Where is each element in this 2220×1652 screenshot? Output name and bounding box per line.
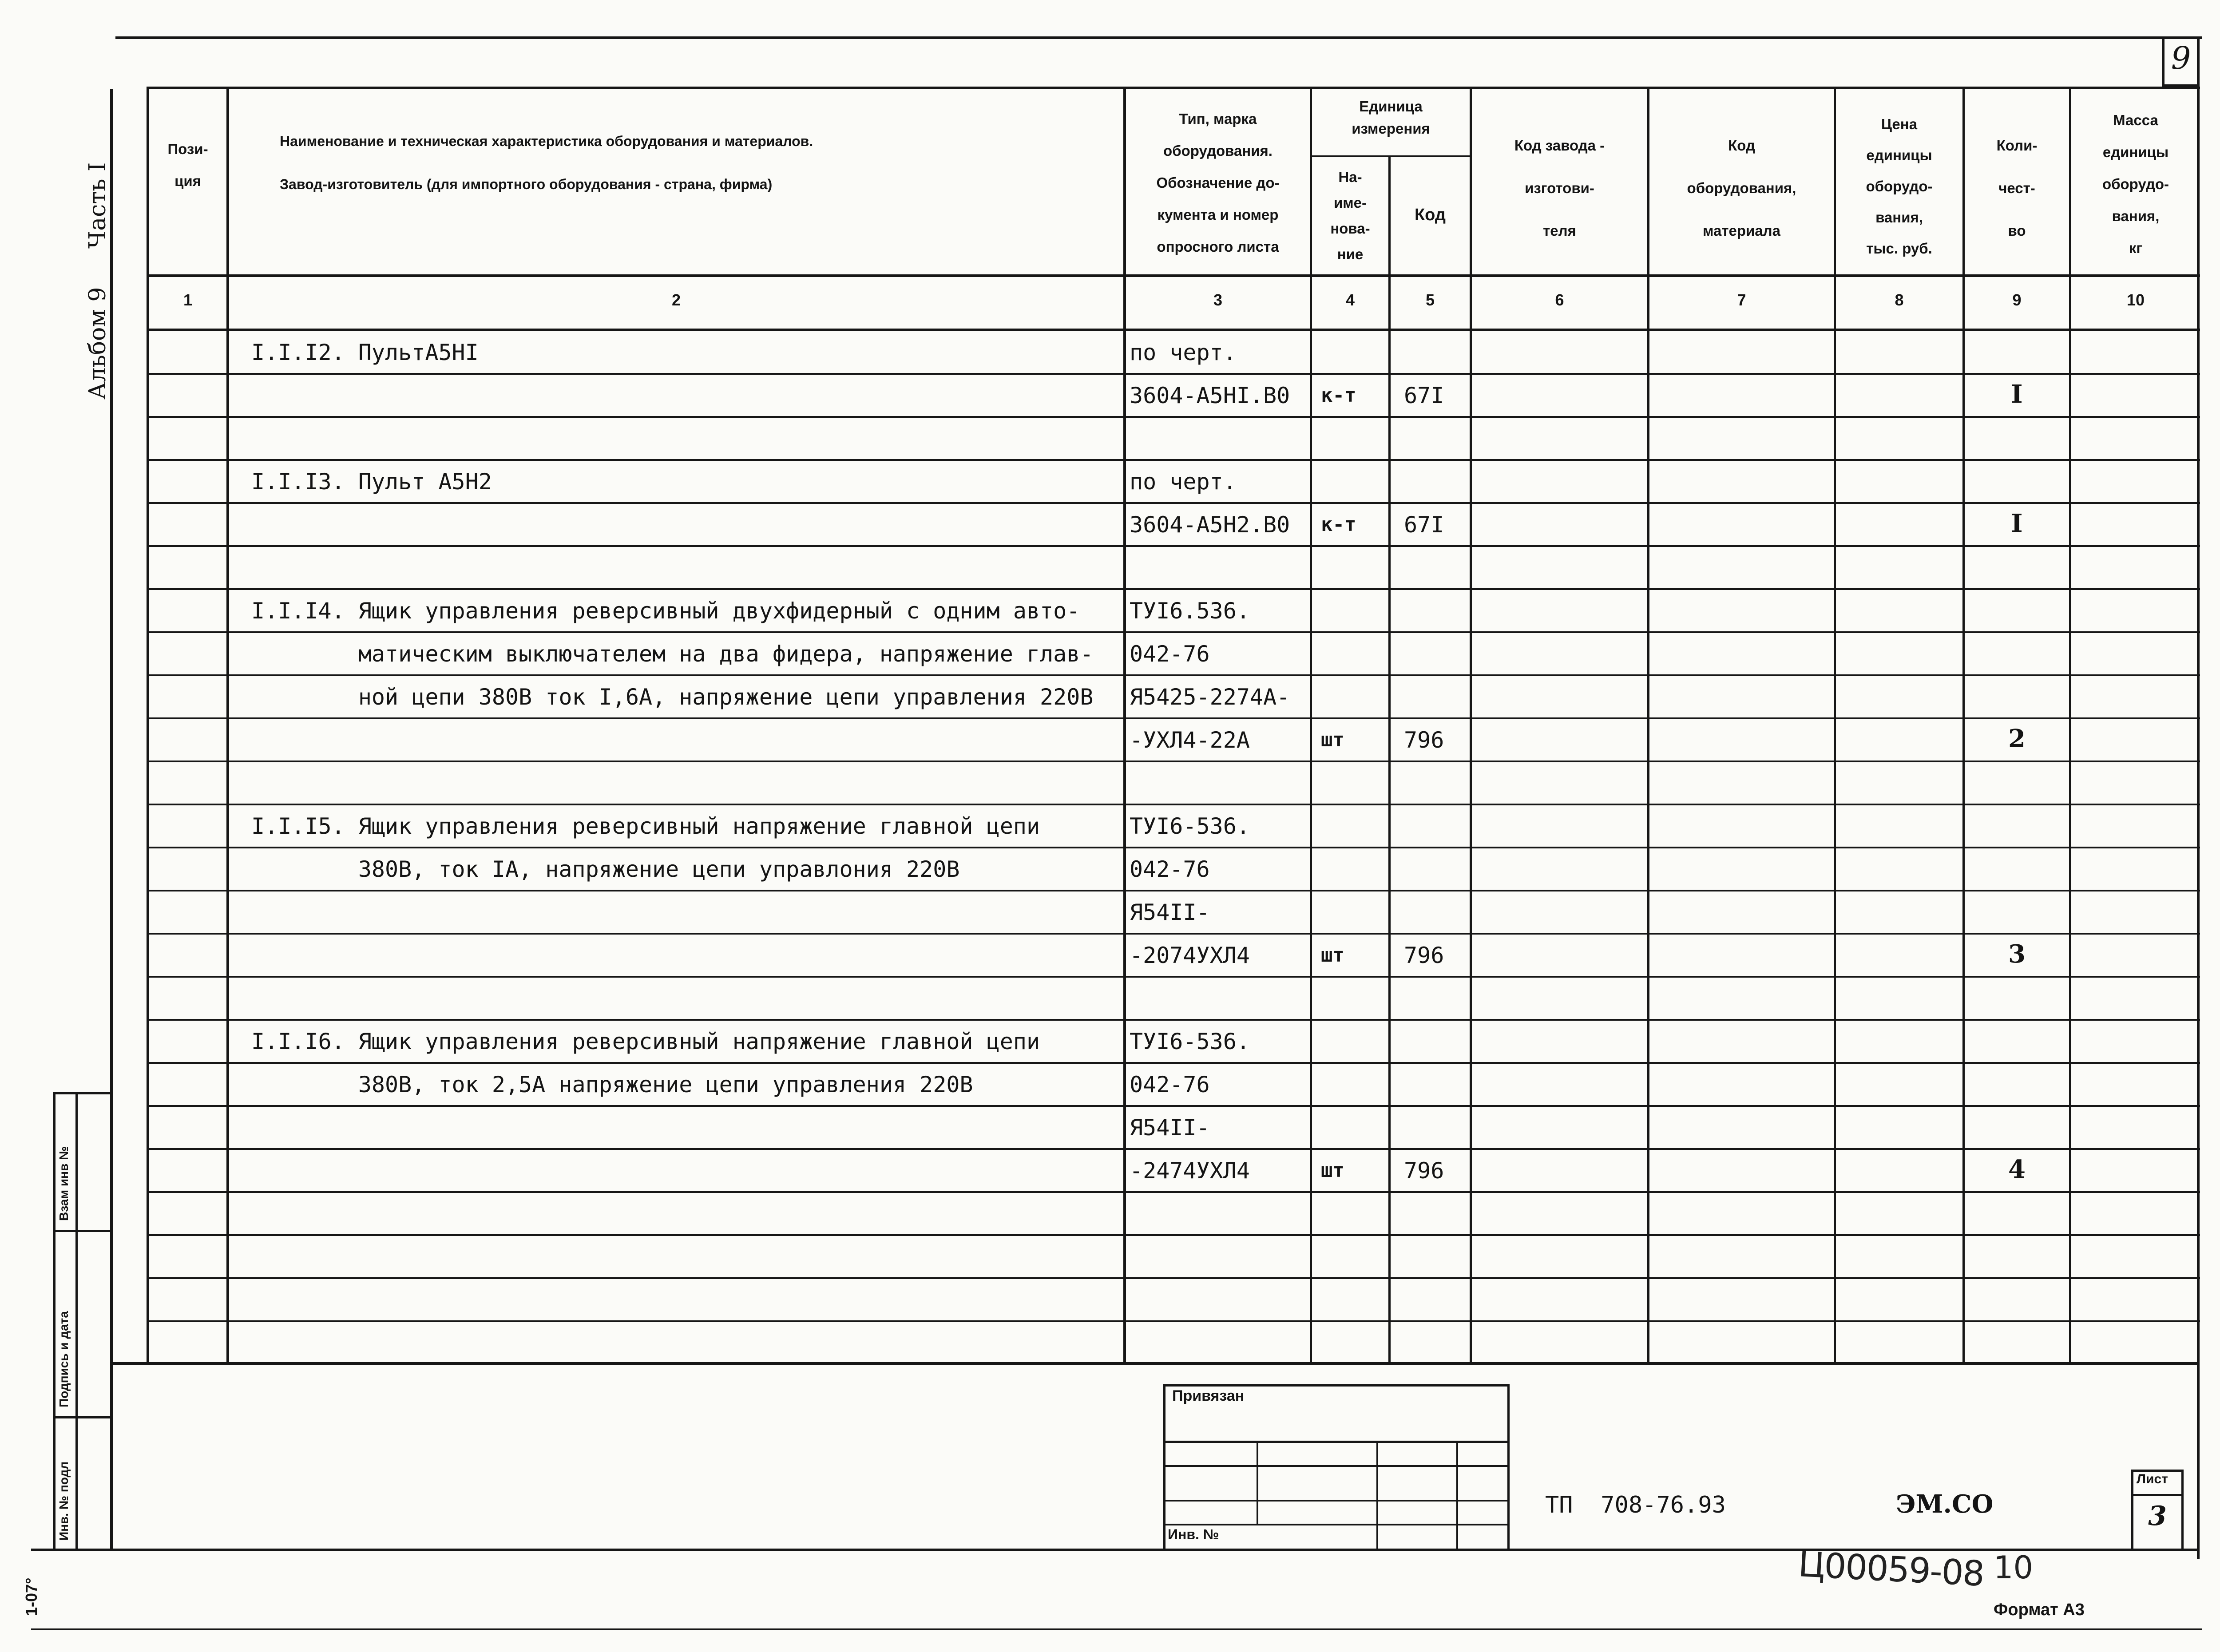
column-numbers-line (147, 329, 2200, 331)
privyazan-vline-3 (1456, 1441, 1458, 1549)
side-stamp-sign: Подпись и дата (57, 1311, 71, 1407)
header-factory-line: изготови- (1525, 180, 1594, 196)
cell-code: 796 (1404, 943, 1444, 968)
col-line-3 (1310, 88, 1312, 1363)
header-price-line: Цена (1881, 116, 1918, 132)
header-mass-line: вания, (2112, 208, 2160, 224)
cell-qty: 4 (2008, 1155, 2026, 1184)
header-separator-line (147, 274, 2200, 277)
privyazan-vline-2 (1376, 1441, 1378, 1549)
cell-code: 67I (1404, 383, 1444, 408)
cell-type: -2474УХЛ4 (1130, 1158, 1250, 1184)
side-label-album: Альбом 9 (84, 287, 111, 400)
cell-type: 3604-А5Н2.В0 (1130, 512, 1290, 538)
header-mass-line: кг (2129, 240, 2143, 256)
header-unit-group (1312, 95, 1470, 140)
header-price (1836, 109, 1962, 264)
col-line-7 (1834, 88, 1836, 1363)
row-line (147, 674, 2200, 676)
cell-type: Я54II- (1130, 899, 1210, 925)
cell-type: -УХЛ4-22А (1130, 727, 1250, 753)
header-equipment-line: оборудования, (1687, 180, 1796, 196)
cell-unit: шт (1321, 729, 1344, 751)
table-top-line (147, 87, 2200, 89)
column-number: 2 (671, 291, 681, 309)
header-type-line: кумента и номер (1157, 206, 1279, 223)
side-stamp-top (53, 1092, 112, 1094)
column-number: 7 (1737, 291, 1746, 309)
side-stamp-inv: Инв. № подл (57, 1461, 71, 1541)
header-type-line: оборудования. (1163, 143, 1273, 159)
cell-type: 3604-А5НI.В0 (1130, 383, 1290, 408)
cell-type: по черт. (1130, 469, 1237, 495)
cell-qty: I (2011, 380, 2023, 409)
column-number: 4 (1345, 291, 1355, 309)
side-label-part: Часть I (84, 162, 111, 249)
header-equipment-line: Код (1728, 137, 1755, 154)
row-line (147, 933, 2200, 935)
sheet-corner-number: 9 (2171, 40, 2191, 76)
header-quantity-line: чест- (1998, 180, 2035, 196)
header-type-line: Тип, марка (1179, 111, 1257, 127)
header-name (280, 133, 1119, 193)
header-factory-line: Код завода - (1514, 137, 1605, 154)
frame-top-line (115, 36, 2202, 39)
cell-type: 042-76 (1130, 1072, 1210, 1097)
row-line (147, 1320, 2200, 1322)
row-line (147, 1019, 2200, 1021)
header-unit-name (1312, 164, 1388, 267)
row-line (147, 1148, 2200, 1150)
inv-number-label: Инв. № (1168, 1526, 1219, 1542)
header-equipment-line: материала (1703, 222, 1780, 239)
header-type (1126, 103, 1310, 263)
cell-code: 796 (1404, 1158, 1444, 1184)
privyazan-label: Привязан (1172, 1387, 1245, 1404)
row-line (147, 847, 2200, 848)
col-line-5 (1470, 88, 1472, 1363)
header-factory-code (1472, 124, 1647, 252)
header-price-line: тыс. руб. (1866, 240, 1932, 257)
cell-unit: к-т (1321, 384, 1356, 407)
header-unit-line: Единица (1359, 98, 1423, 115)
stamp-main-left (1507, 1443, 1510, 1549)
sheet-bottom-edge (31, 1628, 2202, 1630)
header-unit-name-line: ние (1337, 246, 1364, 262)
header-name-line: Наименование и техническая характеристика оборудования и материалов. (280, 133, 813, 149)
cell-type: по черт. (1130, 340, 1237, 365)
cell-name: I.I.I6. Ящик управления реверсивный напряжение главной цепи (251, 1029, 1040, 1054)
cell-code: 796 (1404, 727, 1444, 753)
header-quantity (1965, 124, 2069, 252)
column-number: 6 (1555, 291, 1564, 309)
row-line (147, 890, 2200, 891)
side-stamp-div2 (53, 1416, 112, 1418)
cell-name: I.I.I3. Пульт А5Н2 (251, 469, 492, 495)
handwritten-number: 10 (1994, 1549, 2034, 1586)
cell-type: ТУI6.536. (1130, 598, 1250, 624)
cell-name: 380В, ток IА, напряжение цепи управлония 220В (251, 856, 960, 882)
cell-qty: 2 (2008, 724, 2026, 753)
cell-qty: 3 (2008, 939, 2026, 969)
column-number: 9 (2012, 291, 2022, 309)
side-stamp-code: 1-07° (22, 1577, 40, 1616)
cell-type: ТУI6-536. (1130, 813, 1250, 839)
header-type-line: опросного листа (1157, 238, 1279, 255)
row-line (147, 631, 2200, 633)
header-unit-name-line: име- (1333, 194, 1367, 211)
sheet-label: Лист (2137, 1472, 2168, 1486)
col-line-2 (1123, 88, 1126, 1363)
col-line-1 (226, 88, 229, 1363)
row-line (147, 1277, 2200, 1279)
cell-unit: шт (1321, 944, 1344, 967)
header-unit-code (1391, 201, 1470, 229)
col-line-4 (1388, 155, 1391, 1363)
row-line (147, 373, 2200, 375)
corner-box-left (2162, 36, 2164, 85)
column-number: 5 (1425, 291, 1435, 309)
header-type-line: Обозначение до- (1156, 174, 1280, 191)
cell-qty: I (2011, 509, 2023, 538)
col-line-0 (147, 88, 149, 1363)
row-line (147, 1105, 2200, 1107)
header-unit-name-line: нова- (1330, 220, 1370, 237)
header-mass (2071, 104, 2200, 264)
header-position-line: Пози- (167, 141, 208, 157)
cell-type: 042-76 (1130, 856, 1210, 882)
sheet-number: 3 (2148, 1501, 2167, 1532)
header-factory-line: теля (1543, 222, 1576, 239)
cell-type: Я5425-2274А- (1130, 684, 1290, 710)
column-number: 10 (2126, 291, 2145, 309)
cell-type: Я54II- (1130, 1115, 1210, 1141)
frame-right-line (2197, 36, 2200, 1559)
row-line (147, 1234, 2200, 1236)
table-bottom-line (113, 1362, 2200, 1365)
header-mass-line: единицы (2102, 144, 2169, 160)
column-number: 8 (1895, 291, 1904, 309)
row-line (147, 416, 2200, 418)
row-line (147, 459, 2200, 461)
row-line (147, 717, 2200, 719)
side-stamp-mid (75, 1092, 78, 1549)
cell-name: I.I.I5. Ящик управления реверсивный напряжение главной цепи (251, 813, 1040, 839)
header-price-line: единицы (1866, 147, 1932, 163)
privyazan-vline-1 (1257, 1441, 1258, 1525)
row-line (147, 502, 2200, 504)
cell-name: ной цепи 380В ток I,6А, напряжение цепи управления 220В (251, 684, 1094, 710)
cell-type: -2074УХЛ4 (1130, 943, 1250, 968)
project-code: ТП 708-76.93 (1545, 1492, 1726, 1518)
cell-type: 042-76 (1130, 641, 1210, 667)
header-mass-line: оборудо- (2102, 176, 2169, 192)
row-line (147, 1191, 2200, 1193)
cell-name: матическим выключателем на два фидера, напряжение глав- (251, 641, 1094, 667)
header-mass-line: Масса (2113, 112, 2158, 128)
header-position (149, 133, 226, 197)
format-label: Формат А3 (1994, 1600, 2085, 1619)
header-unit-name-line: На- (1338, 169, 1362, 185)
header-price-line: вания, (1875, 209, 1923, 226)
side-stamp-left (53, 1092, 56, 1549)
row-line (147, 545, 2200, 547)
sheet-number-divider (2131, 1494, 2184, 1496)
row-line (147, 761, 2200, 762)
cell-name: I.I.I4. Ящик управления реверсивный двухфидерный с одним авто- (251, 598, 1080, 624)
header-name-line: Завод-изготовитель (для импортного оборудования - страна, фирма) (280, 176, 773, 192)
cell-unit: шт (1321, 1159, 1344, 1182)
cell-name: 380В, ток 2,5А напряжение цепи управления 220В (251, 1072, 973, 1097)
header-unit-code-text: Код (1414, 206, 1446, 224)
row-line (147, 588, 2200, 590)
header-unit-line: измерения (1352, 120, 1430, 137)
side-stamp-vzam: Взам инв № (57, 1146, 71, 1221)
column-number: 1 (183, 291, 193, 309)
header-position-line: ция (174, 173, 201, 189)
header-price-line: оборудо- (1866, 178, 1933, 194)
row-line (147, 1062, 2200, 1064)
doc-code: ЭМ.СО (1896, 1490, 1994, 1519)
col-line-9 (2069, 88, 2071, 1363)
cell-type: ТУI6-536. (1130, 1029, 1250, 1054)
cell-name: I.I.I2. ПультА5НI (251, 340, 479, 365)
row-line (147, 976, 2200, 978)
cell-unit: к-т (1321, 513, 1356, 536)
row-line (147, 804, 2200, 805)
handwritten-code: Ц00059-08 (1797, 1545, 1985, 1594)
column-number: 3 (1213, 291, 1223, 309)
side-stamp-div1 (53, 1230, 112, 1232)
col-line-6 (1647, 88, 1649, 1363)
cell-code: 67I (1404, 512, 1444, 538)
header-quantity-line: во (2008, 222, 2026, 239)
header-equipment-code (1649, 124, 1834, 252)
header-quantity-line: Коли- (1996, 137, 2038, 154)
